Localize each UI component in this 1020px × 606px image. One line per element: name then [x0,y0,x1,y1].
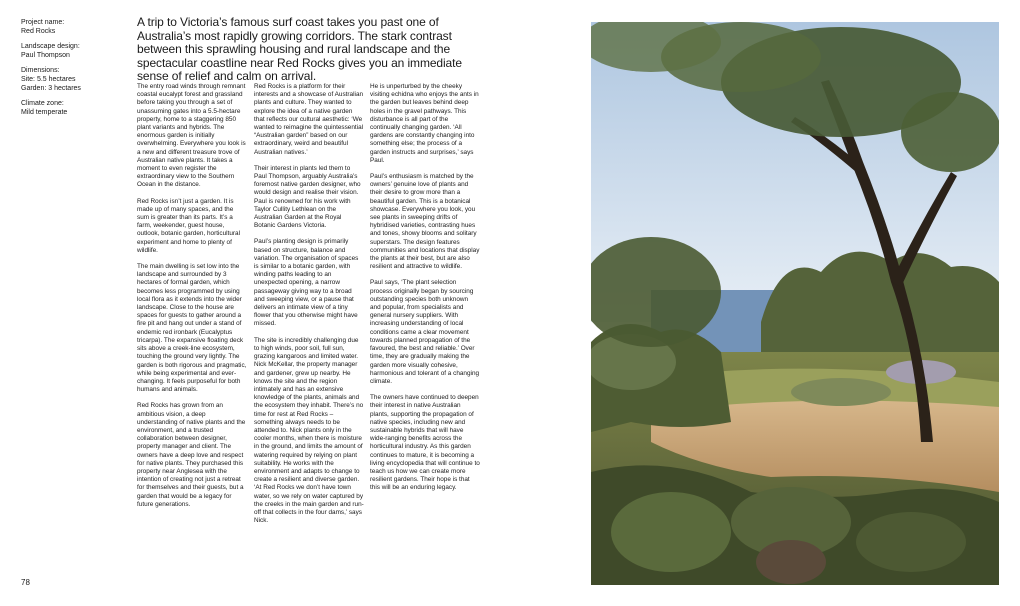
paragraph: Red Rocks has grown from an ambitious vision, a deep understanding of native plants and the environment, and a trusted collaboration between designer, property manager and client. The owners have a deep love and respect for native plants. They purchased this property near Anglesea with the intention of creating not just a retreat for themselves and their guests, but a garden that would be a legacy for future generations. [137,402,246,508]
dimensions-label: Dimensions: [21,67,60,75]
body-column-3 [370,83,480,501]
dimensions-block [21,67,117,93]
paragraph: He is unperturbed by the cheeky visiting echidna who enjoys the ants in the garden but leaves behind deep holes in the gravel pathways. This disturbance is all part of the continually changing garden. ‘All gardens are constantly changing into something else; the process of a garden instructs and surprises,’ says Paul. [370,83,479,164]
dimensions-site: Site: 5.5 hectares [21,75,76,83]
climate-value: Mild temperate [21,108,68,116]
grass-tuft [611,492,731,572]
landscape-design-value: Paul Thompson [21,51,70,59]
body-column-2 [254,83,364,533]
dimensions-garden: Garden: 3 hectares [21,84,81,92]
landscape-design-block [21,43,117,60]
paragraph: Paul’s enthusiasm is matched by the owners’ genuine love of plants and their desire to grow more than a beautiful garden. This is a botanical showcase. Everywhere you look, you see plants in sweeping drifts of hybridised varieties, contrasting hues and tones, showy blooms and solitary superstars. The design features communities and locations that display the plants at their best, but are also resilient and attractive to wildlife. [370,173,480,271]
paragraph: The main dwelling is set low into the landscape and surrounded by 3 hectares of formal garden, which becomes less programmed by using local flora as it extends into the wider landscape. Close to the house are spaces for guests to gather around a fire pit and hang out under a stand of endemic red ironbark (Eucalyptus tricarpa). The expansive floating deck sits above a creek-line ecosystem, touching the ground very lightly. The garden is both rigorous and pragmatic, while being experimental and ever-changing. It feels purposeful for both humans and animals. [137,263,247,394]
paragraph: The entry road winds through remnant coastal eucalypt forest and grassland before taking you through a set of unassuming gates into a 5.5-hectare property, home to a staggering 850 plant variants and hybrids. The enormous garden is initially overwhelming. Everywhere you look is a new and different treasure trove of Australian native plants. It takes a moment to even register the extraordinary view to the Southern Ocean in the distance. [137,83,246,189]
right-page [510,0,1020,606]
grass-tuft [856,512,966,572]
climate-block [21,100,117,117]
climate-label: Climate zone: [21,100,64,108]
paragraph: Their interest in plants led them to Paul Thompson, arguably Australia’s foremost native garden designer, who would design and realise their vision. Paul is renowned for his work with Taylor Cullity Lethlean on the Australian Garden at the Royal Botanic Gardens Victoria. [254,164,361,230]
garden-photo [591,22,999,585]
page-number: 78 [21,578,30,587]
shrub [791,378,891,406]
project-name-label: Project name: [21,19,65,26]
paragraph: Red Rocks is a platform for their interests and a showcase of Australian plants and culture. They wanted to explore the idea of a native garden that reflects our cultural aesthetic: ‘We wanted to reimagine the quintessential “Australian garden” based on our extraordinary, weird and beautiful Australian natives.’ [254,83,364,156]
garden-photo-illustration [591,22,999,585]
paragraph: Red Rocks isn’t just a garden. It is made up of many spaces, and the sum is greater than its parts. It’s a farm, weekender, guest house, outlook, botanic garden, horticultural experiment and home to plenty of wildlife. [137,197,241,254]
project-name-block [21,19,117,36]
landscape-design-label: Landscape design: [21,43,80,51]
rock [756,540,826,584]
project-name-value: Red Rocks [21,27,56,35]
body-column-1 [137,83,247,517]
paragraph: Paul’s planting design is primarily based on structure, balance and variation. The organisation of spaces is similar to a botanic garden, with winding paths leading to an unexpected opening, a narrow passageway giving way to a broad and sweeping view, or a pause that delivers an intimate view of a tiny flower that you otherwise might have missed. [254,238,359,328]
paragraph: Paul says, ‘The plant selection process originally began by sourcing outstanding species both unknown and popular, from specialists and general nursery suppliers. With increasing understanding of local conditions came a clear movement towards planned propagation of the favoured, the best and reliable.’ Over time, they are gradually making the garden more visually cohesive, harmonious and tolerant of a changing climate. [370,279,480,385]
paragraph: The owners have continued to deepen their interest in native Australian plants, supporting the propagation of native species, including new and sustainable hybrids that will have wide-ranging benefits across the horticultural industry. As this garden continues to mature, it is becoming a living encyclopedia that will continue to teach us how we can create more resilient gardens. Their hope is that this will be an enduring legacy. [370,394,480,492]
paragraph: The site is incredibly challenging due to high winds, poor soil, full sun, grazing kangaroos and limited water. Nick McKellar, the property manager and gardener, grew up nearby. He knows the site and the region intimately and has an extensive knowledge of the plants, animals and the ecosystem they inhabit. There’s no time for rest at Red Rocks – something always needs to be attended to. Nick plants only in the cooler months, when there is moisture in the ground, and limits the amount of watering required by relying on plant suitability. He works with the environment and adapts to change to create a resilient and diverse garden. ‘At Red Rocks we don’t have town water, so we rely on water captured by the creeks in the main garden and run-off that collects in the four dams,’ says Nick. [254,336,364,525]
project-info [21,19,117,124]
intro-paragraph: A trip to Victoria’s famous surf coast takes you past one of Australia’s most rapidly growing corridors. The stark contrast between this sprawling housing and rural landscape and the spectacular coastline near Red Rocks gives you an immediate sense of relief and calm on arrival. [137,15,462,84]
tree-canopy [901,92,999,172]
